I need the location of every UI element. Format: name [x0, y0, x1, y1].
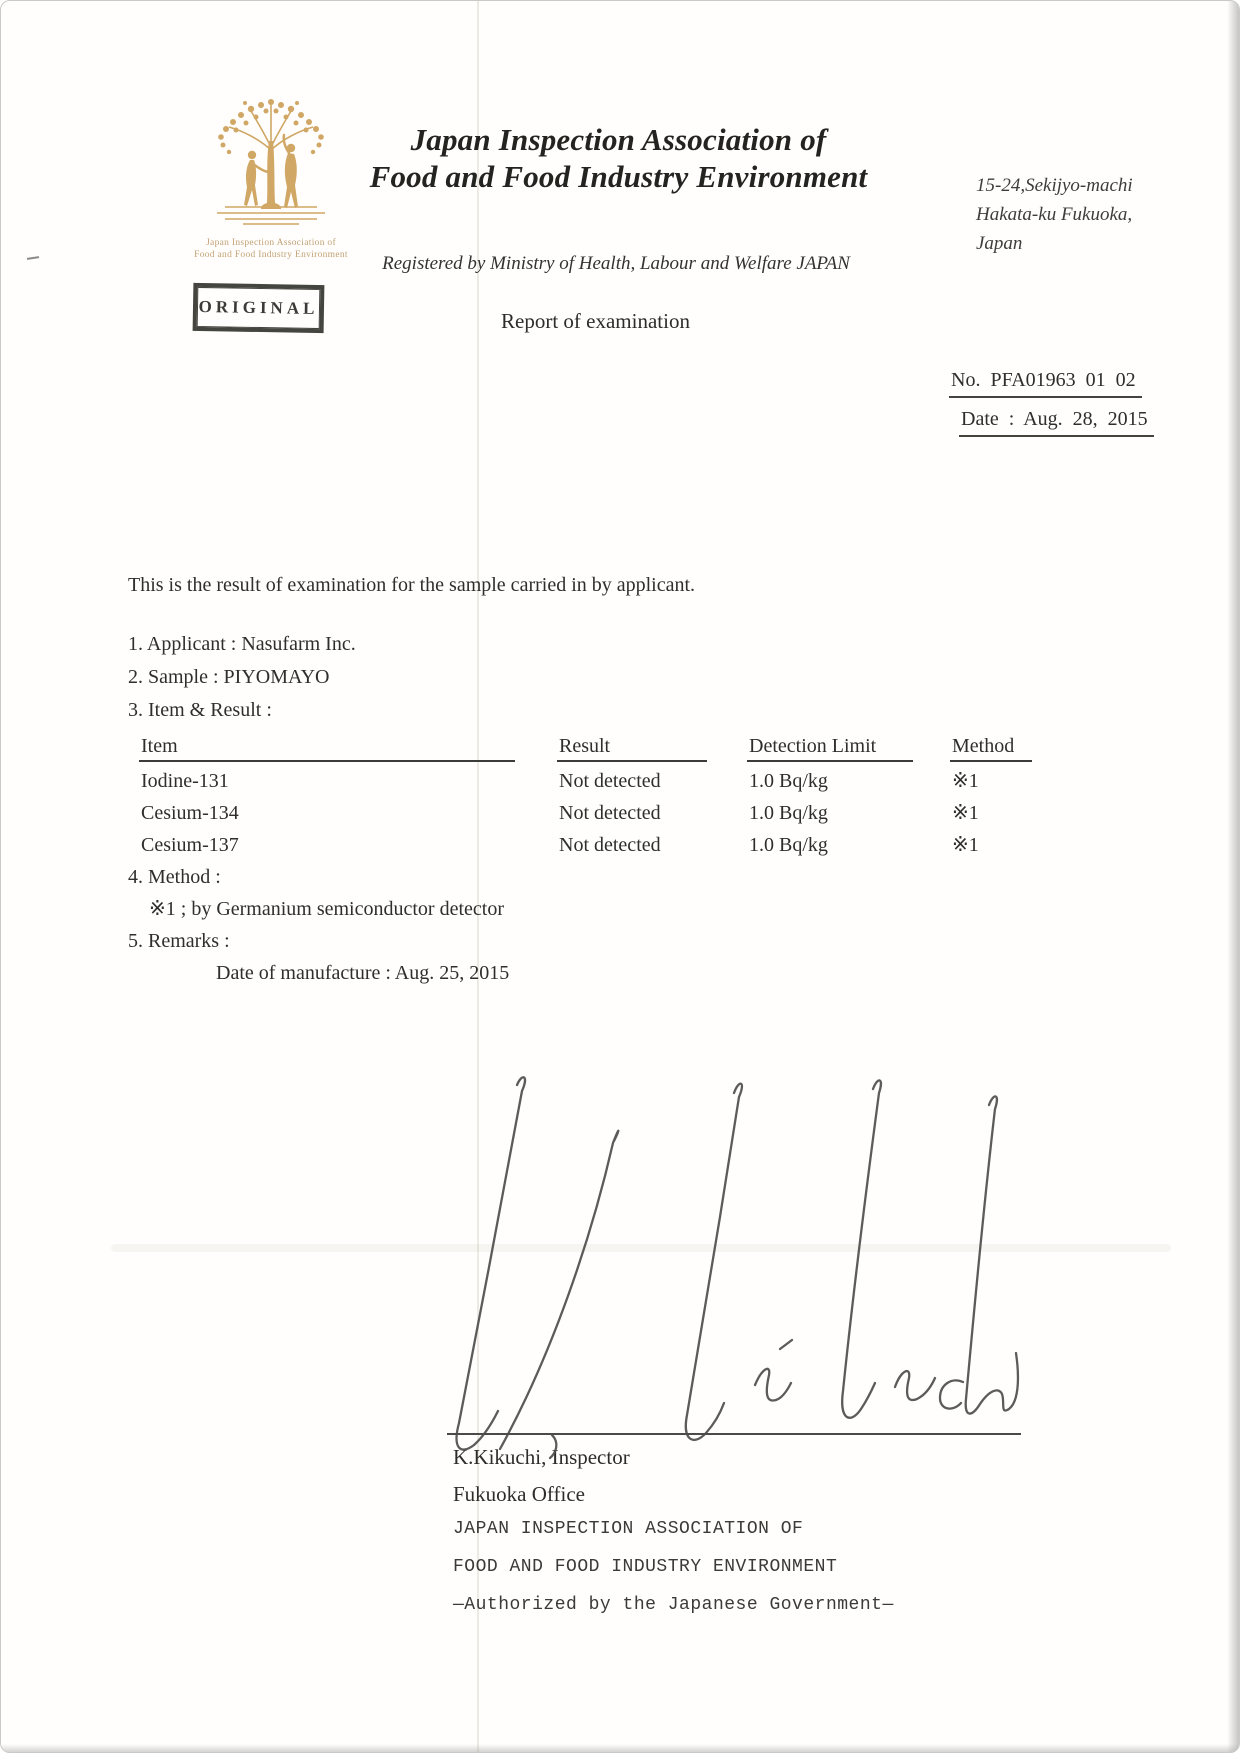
method-cell: ※1 [952, 770, 979, 792]
report-title: Report of examination [501, 309, 690, 333]
result-cell: Not detected [559, 802, 661, 824]
column-header-result: Result [559, 735, 611, 757]
original-stamp [193, 283, 325, 333]
organization-logo [211, 95, 331, 233]
sample-line: 2. Sample : PIYOMAYO [128, 666, 330, 688]
method-cell: ※1 [952, 802, 979, 824]
item-result-line: 3. Item & Result : [128, 699, 272, 721]
result-cell: Not detected [559, 834, 661, 856]
handwritten-signature [401, 1051, 1021, 1461]
method-note-line: ※1 ; by Germanium semiconductor detector [149, 898, 504, 920]
address-line3: Japan [976, 233, 1023, 254]
page-edge-shadow-right [1227, 1, 1239, 1752]
stray-pen-mark [27, 256, 39, 260]
page-edge-shadow-bottom [1, 1744, 1239, 1752]
address-block [976, 171, 1196, 258]
applicant-line: 1. Applicant : Nasufarm Inc. [128, 633, 356, 655]
signer-office-line: Fukuoka Office [453, 1482, 585, 1506]
item-header-rule [139, 760, 515, 762]
detection-limit-header-rule [747, 760, 913, 762]
detection-limit-cell: 1.0 Bq/kg [749, 834, 828, 856]
signer-authorized-line: —Authorized by the Japanese Government— [453, 1595, 894, 1615]
item-cell: Iodine-131 [141, 770, 229, 792]
organization-title-line2: Food and Food Industry Environment [369, 159, 868, 194]
original-stamp-label: ORIGINAL [197, 287, 321, 329]
item-cell: Cesium-137 [141, 834, 239, 856]
signer-org-line-1: JAPAN INSPECTION ASSOCIATION OF [453, 1519, 804, 1539]
logo-caption-line2: Food and Food Industry Environment [194, 250, 348, 260]
method-header-rule [950, 760, 1032, 762]
registered-by-line: Registered by Ministry of Health, Labour and Welfare JAPAN [382, 253, 850, 274]
signer-org-line-2: FOOD AND FOOD INDUSTRY ENVIRONMENT [453, 1557, 838, 1577]
intro-line: This is the result of examination for the sample carried in by applicant. [128, 574, 696, 596]
method-cell: ※1 [952, 834, 979, 856]
address-line2: Hakata-ku Fukuoka, [976, 204, 1133, 225]
report-date: Date : Aug. 28, 2015 [959, 408, 1154, 437]
remarks-note-line: Date of manufacture : Aug. 25, 2015 [216, 962, 510, 984]
address-line1: 15-24,Sekijyo-machi [976, 175, 1133, 196]
method-line: 4. Method : [128, 866, 221, 888]
column-header-detection-limit: Detection Limit [749, 735, 877, 757]
logo-caption-line1: Japan Inspection Association of [206, 238, 336, 248]
item-cell: Cesium-134 [141, 802, 239, 824]
organization-title-line1: Japan Inspection Association of [410, 122, 827, 157]
remarks-line: 5. Remarks : [128, 930, 230, 952]
tree-with-figures-icon [211, 95, 331, 233]
result-header-rule [557, 760, 707, 762]
signer-name-line: K.Kikuchi, Inspector [453, 1445, 630, 1469]
result-cell: Not detected [559, 770, 661, 792]
report-number: No. PFA01963 01 02 [949, 369, 1142, 398]
organization-title [346, 121, 891, 195]
column-header-method: Method [952, 735, 1015, 757]
detection-limit-cell: 1.0 Bq/kg [749, 770, 828, 792]
column-header-item: Item [141, 735, 178, 757]
detection-limit-cell: 1.0 Bq/kg [749, 802, 828, 824]
